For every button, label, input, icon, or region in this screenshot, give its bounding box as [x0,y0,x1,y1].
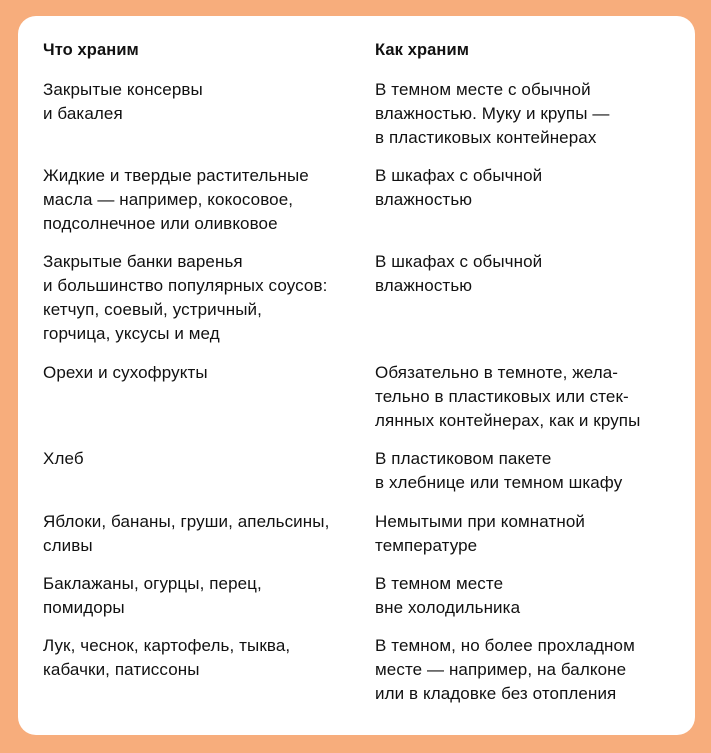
row-what: Хлеб [43,449,84,468]
row-what: Яблоки, бананы, груши, апельсины, сливы [43,512,330,555]
row-how: В пластиковом пакете в хлебнице или темном шкафу [375,449,623,492]
row-how: В темном месте вне холодильника [375,574,521,617]
row-what: Закрытые консервы и бакалея [43,80,203,123]
row-how: Обязательно в темноте, жела- тельно в пластиковых или стек- лянных контейнерах, как и крупы [375,363,641,430]
header-how: Как храним [375,41,470,59]
row-how: Немытыми при комнатной температуре [375,512,585,555]
row-how: В шкафах с обычной влажностью [375,166,543,209]
header-what: Что храним [43,41,139,59]
row-what: Жидкие и твердые растительные масла — например, кокосовое, подсолнечное или оливковое [43,166,309,233]
row-what: Закрытые банки варенья и большинство популярных соусов: кетчуп, соевый, устричный, горчица, уксусы и мед [43,252,328,343]
row-what: Баклажаны, огурцы, перец, помидоры [43,574,262,617]
row-what: Орехи и сухофрукты [43,363,208,382]
row-how: В темном месте с обычной влажностью. Муку и крупы — в пластиковых контейнерах [375,80,610,147]
row-what: Лук, чеснок, картофель, тыква, кабачки, патиссоны [43,636,291,679]
row-how: В шкафах с обычной влажностью [375,252,543,295]
row-how: В темном, но более прохладном месте — например, на балконе или в кладовке без отопления [375,636,635,703]
storage-table-card [18,16,695,735]
